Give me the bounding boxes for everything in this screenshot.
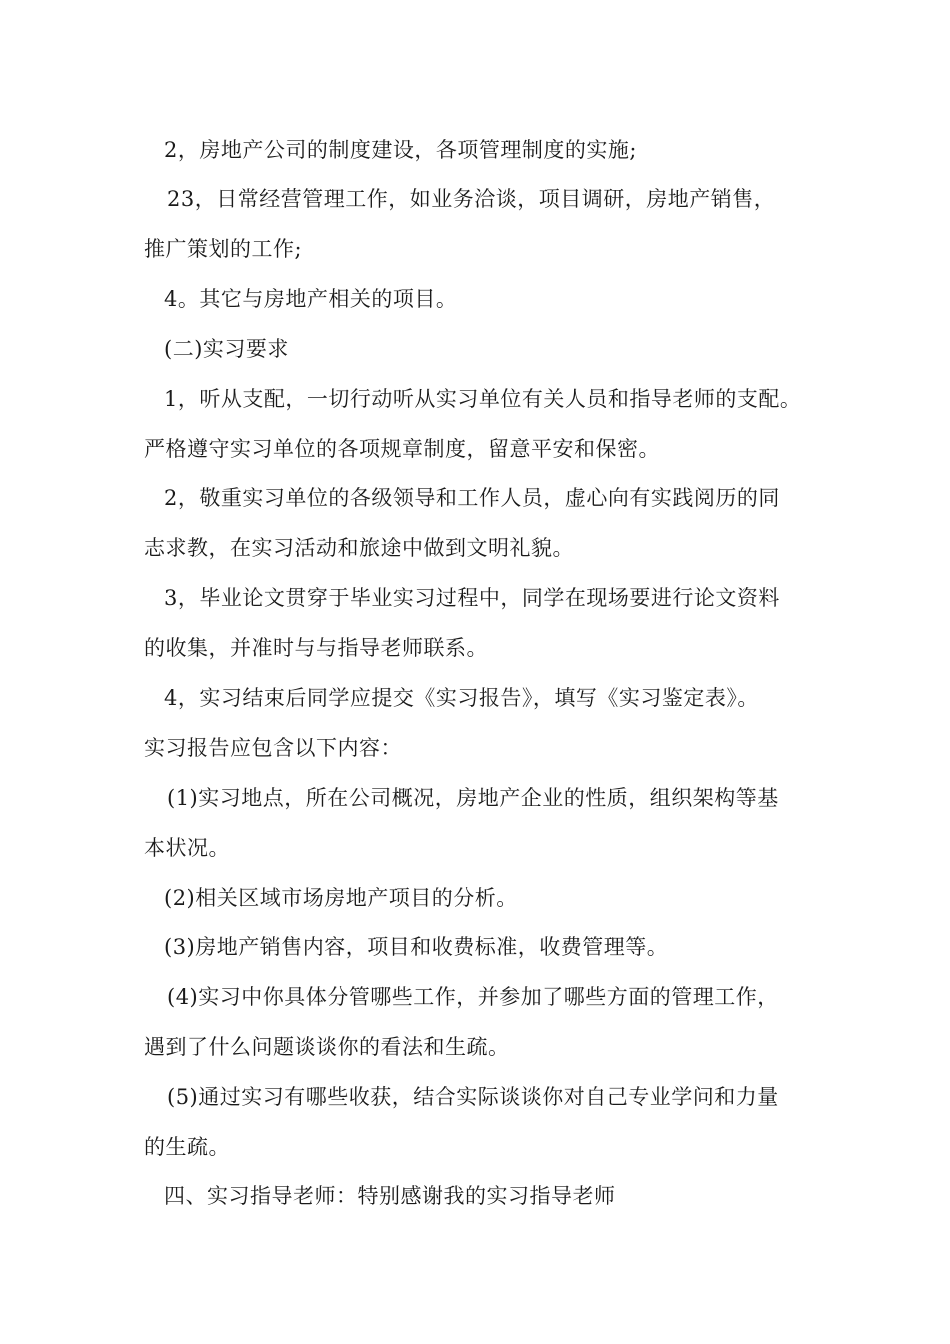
- paragraph-line: (3)房地产销售内容，项目和收费标准，收费管理等。: [164, 935, 669, 959]
- paragraph-line: 23，日常经营管理工作，如业务洽谈，项目调研，房地产销售，: [167, 187, 776, 211]
- paragraph-line: 1，听从支配，一切行动听从实习单位有关人员和指导老师的支配。: [164, 387, 802, 411]
- section-heading: (二)实习要求: [164, 337, 289, 361]
- paragraph-line: 遇到了什么问题谈谈你的看法和生疏。: [144, 1035, 510, 1059]
- paragraph-line: 4，实习结束后同学应提交《实习报告》，填写《实习鉴定表》。: [164, 686, 759, 710]
- paragraph-line: 2，敬重实习单位的各级领导和工作人员，虚心向有实践阅历的同: [164, 486, 780, 510]
- paragraph-line: 严格遵守实习单位的各项规章制度，留意平安和保密。: [144, 437, 660, 461]
- paragraph-line: 本状况。: [144, 836, 230, 860]
- paragraph-line: 志求教，在实习活动和旅途中做到文明礼貌。: [144, 536, 574, 560]
- paragraph-line: (4)实习中你具体分管哪些工作，并参加了哪些方面的管理工作，: [167, 985, 779, 1009]
- paragraph-line: 推广策划的工作;: [144, 237, 303, 261]
- paragraph-line: (2)相关区域市场房地产项目的分析。: [164, 886, 518, 910]
- paragraph-line: 3，毕业论文贯穿于毕业实习过程中，同学在现场要进行论文资料: [164, 586, 780, 610]
- paragraph-line: 实习报告应包含以下内容：: [144, 736, 402, 760]
- paragraph-line: (5)通过实习有哪些收获，结合实际谈谈你对自己专业学问和力量: [167, 1085, 779, 1109]
- paragraph-line: 的收集，并准时与与指导老师联系。: [144, 636, 488, 660]
- paragraph-line: 4。其它与房地产相关的项目。: [164, 287, 458, 311]
- paragraph-line: 的生疏。: [144, 1135, 230, 1159]
- paragraph-line: (1)实习地点，所在公司概况，房地产企业的性质，组织架构等基: [167, 786, 779, 810]
- paragraph-line: 2，房地产公司的制度建设，各项管理制度的实施;: [164, 138, 637, 162]
- section-heading: 四、实习指导老师：特别感谢我的实习指导老师: [164, 1184, 616, 1208]
